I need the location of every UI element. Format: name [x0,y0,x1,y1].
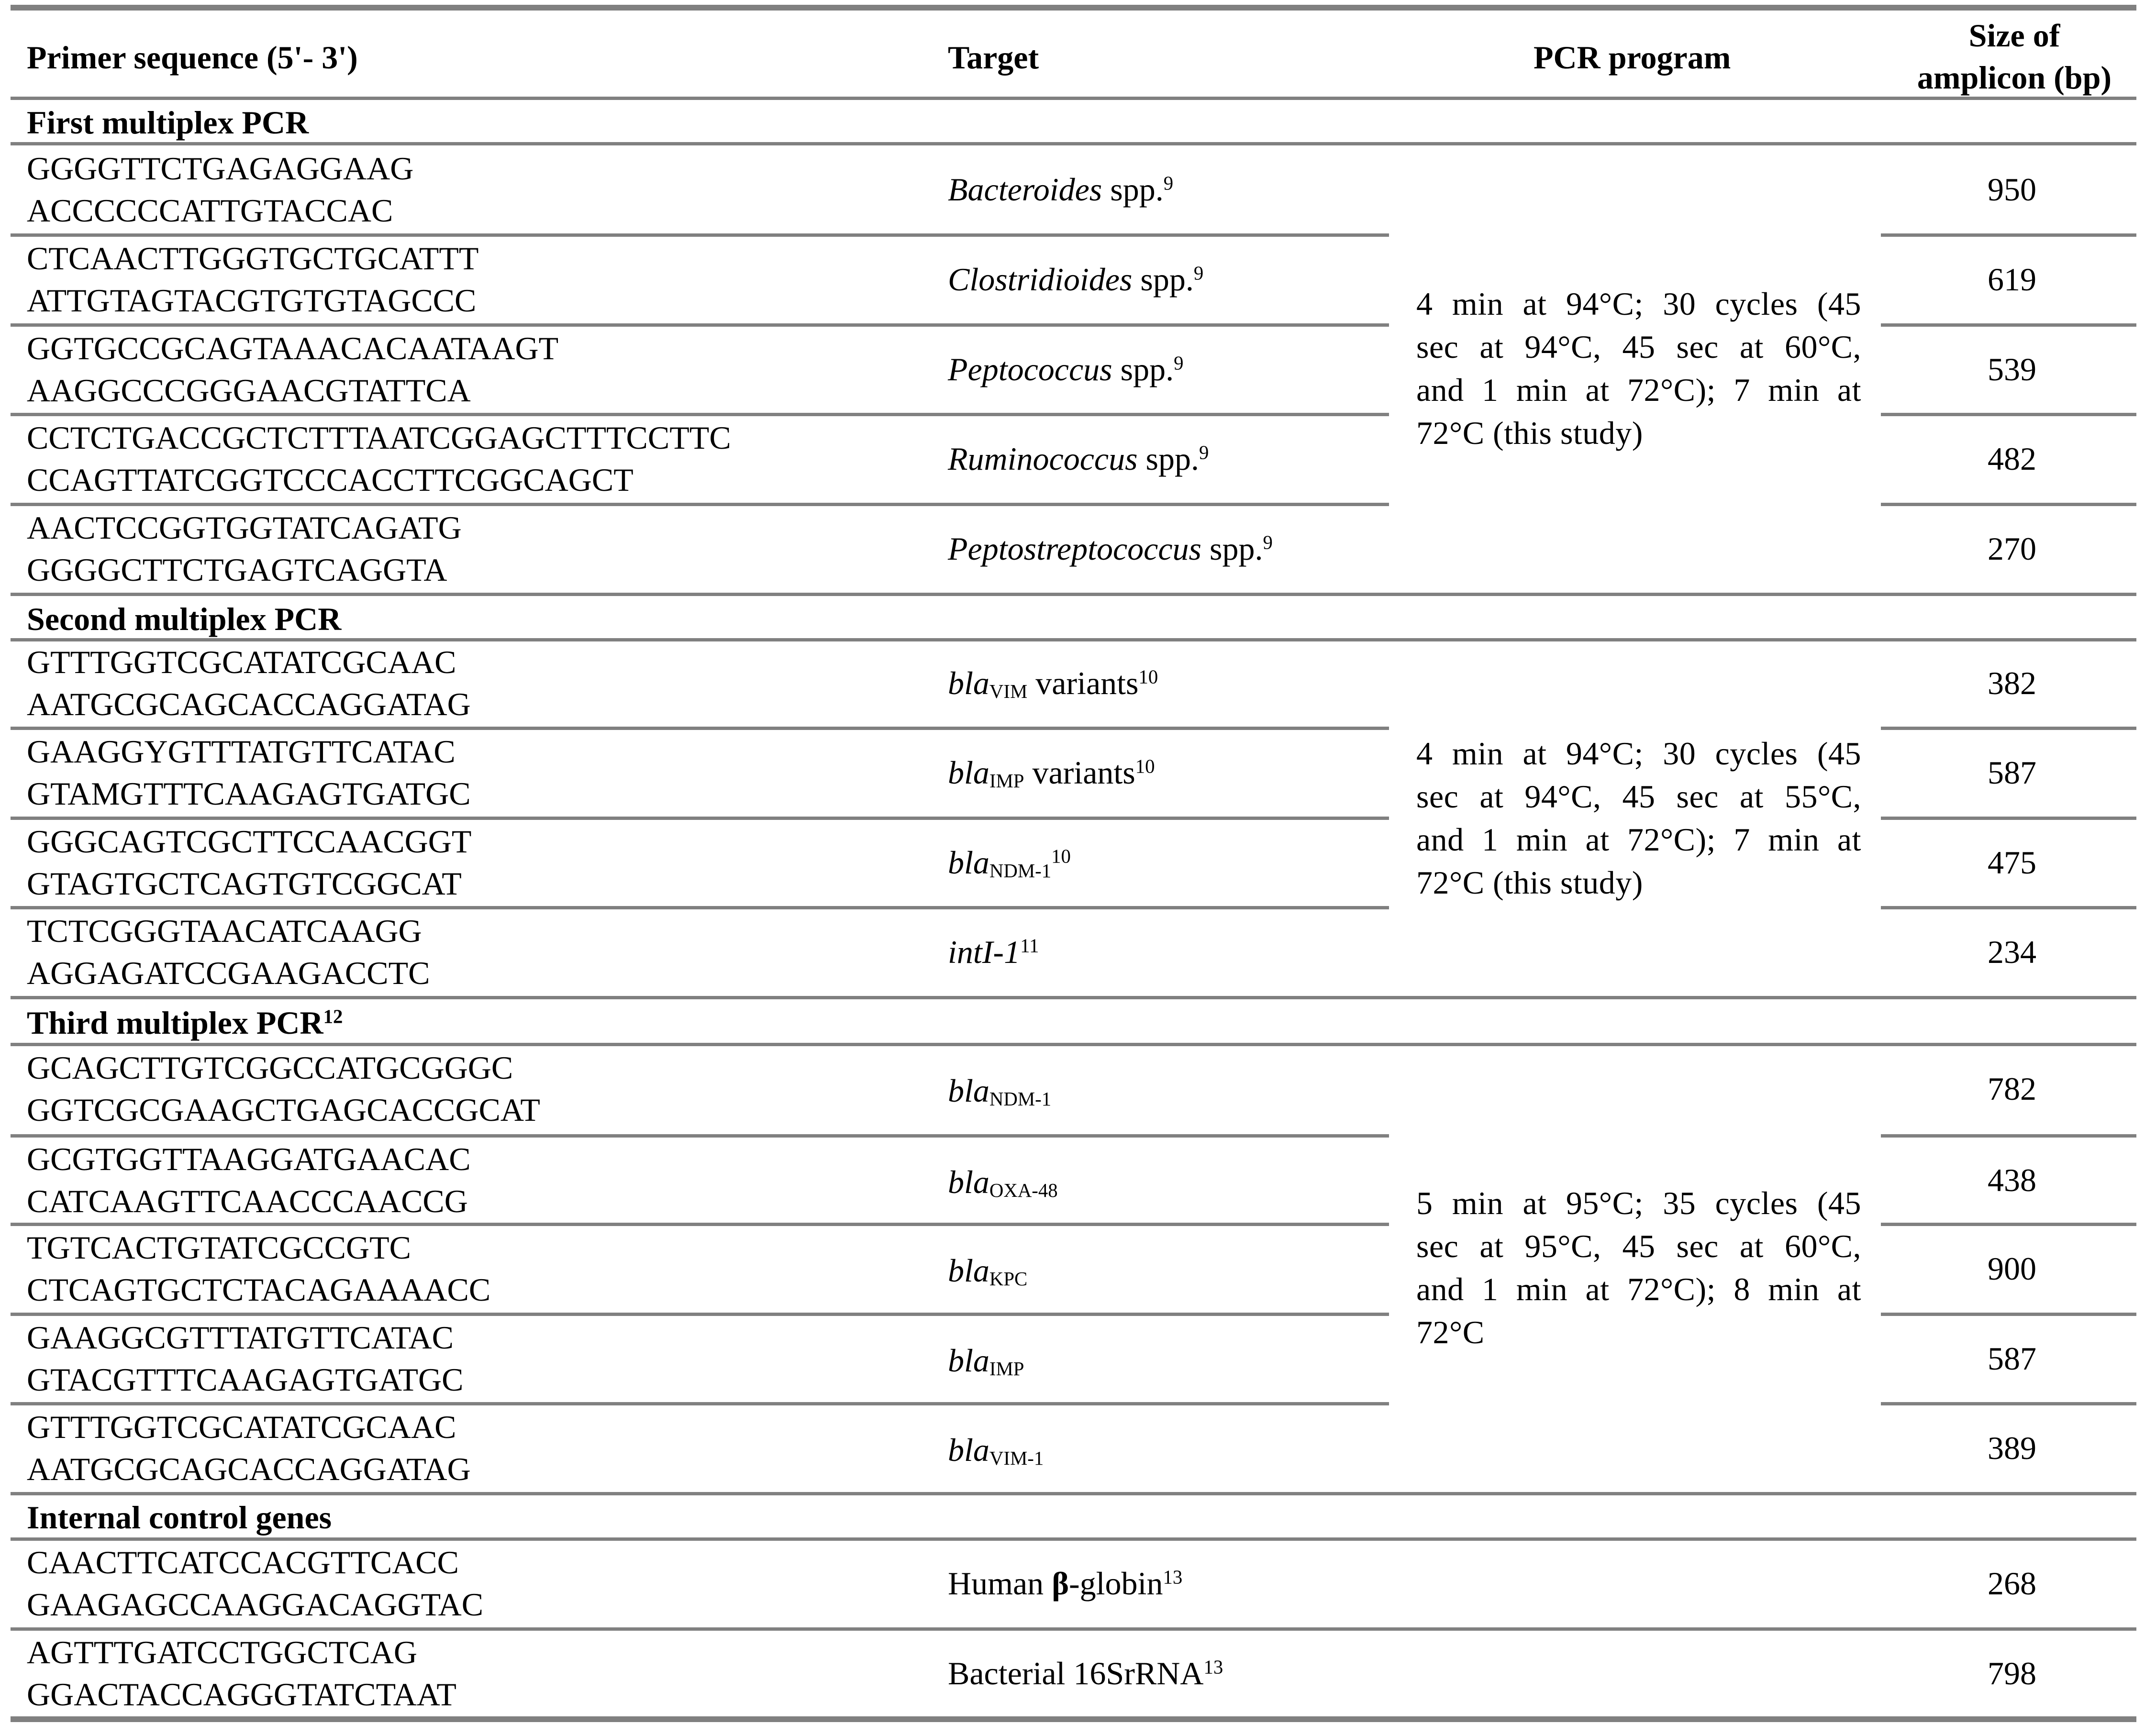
target-cell: Bacterial 16SrRNA$^{13}$ [948,1655,1223,1691]
target-cell: Peptococcus spp.$^9$ [948,351,1184,387]
section-title-first-multiplex: First multiplex PCR [27,104,309,141]
amplicon-size: 587 [1988,754,2036,791]
target-cell: bla$_{KPC}$ [948,1252,1028,1290]
primer-reverse: GTAGTGCTCAGTGTCGGCAT [27,865,462,902]
amplicon-size: 539 [1988,351,2036,387]
primer-reverse: CTCAGTGCTCTACAGAAAACC [27,1271,491,1308]
target-cell: Bacteroides spp.$^9$ [948,171,1174,208]
column-header-target: Target [948,39,1039,76]
primer-reverse: AATGCGCAGCACCAGGATAG [27,1451,471,1487]
primer-forward: CTCAACTTGGGTGCTGCATTT [27,240,479,276]
primer-reverse: AATGCGCAGCACCAGGATAG [27,686,471,722]
primer-forward: GCGTGGTTAAGGATGAACAC [27,1141,471,1177]
section-rule [11,1492,2136,1495]
primer-forward: GGTGCCGCAGTAAACACAATAAGT [27,330,559,366]
pcr-program-line: 4 min at 94°C; 30 cycles (45 [1416,735,1861,772]
amplicon-size: 950 [1988,171,2036,208]
target-cell: intI-$1^{11}$ [948,934,1039,970]
row-rule [1881,503,2136,506]
amplicon-size: 900 [1988,1250,2036,1287]
pcr-program-line: 72°C (this study) [1416,864,1643,901]
amplicon-size: 482 [1988,441,2036,477]
amplicon-size: 619 [1988,261,2036,298]
row-rule [1881,1313,2136,1316]
amplicon-size: 234 [1988,934,2036,970]
row-rule [1881,1134,2136,1138]
primer-forward: GGGGTTCTGAGAGGAAG [27,150,414,187]
target-cell: bla$_{VIM}$ variants$^{10}$ [948,665,1158,703]
primer-forward: GAAGGYGTTTATGTTCATAC [27,733,456,770]
table-bottom-rule [11,1716,2136,1722]
row-rule [1881,1223,2136,1226]
target-cell: bla$_{VIM-1}$ [948,1432,1044,1470]
primer-reverse: GTACGTTTCAAGAGTGATGC [27,1361,464,1398]
section-rule [11,142,2136,145]
primer-reverse: GTAMGTTTCAAGAGTGATGC [27,775,471,812]
table-top-rule [11,5,2136,11]
amplicon-size: 475 [1988,844,2036,881]
section-title-third-multiplex: Third multiplex PCR$^{12}$ [27,1005,343,1041]
primer-forward: GTTTGGTCGCATATCGCAAC [27,644,456,680]
primer-reverse: ACCCCCCATTGTACCAC [27,192,393,229]
row-rule [1881,727,2136,730]
target-cell: Clostridioides spp.$^9$ [948,261,1204,298]
target-cell: Human β-globin$^{13}$ [948,1565,1183,1602]
amplicon-size: 798 [1988,1655,2036,1691]
amplicon-size: 382 [1988,665,2036,701]
row-rule [1881,817,2136,820]
pcr-program-line: sec at 94°C, 45 sec at 55°C, [1416,778,1861,815]
row-rule [11,1402,1389,1405]
pcr-program-line: and 1 min at 72°C); 7 min at [1416,372,1861,408]
pcr-program-line: and 1 min at 72°C); 7 min at [1416,821,1861,858]
target-cell: Peptostreptococcus spp.$^9$ [948,530,1273,567]
row-rule [1881,413,2136,416]
row-rule [11,1627,2136,1631]
row-rule [11,1223,1389,1226]
target-cell: bla$_{IMP}$ [948,1342,1024,1380]
column-header-size-line2: amplicon (bp) [1917,59,2112,96]
target-cell: bla$_{OXA-48}$ [948,1164,1058,1202]
amplicon-size: 782 [1988,1071,2036,1107]
primer-forward: GGGCAGTCGCTTCCAACGGT [27,823,472,860]
pcr-program-cell [1416,732,1861,904]
primer-forward: TGTCACTGTATCGCCGTC [27,1229,411,1266]
pcr-program-cell [1416,282,1861,454]
row-rule [11,323,1389,327]
row-rule [1881,323,2136,327]
target-cell: bla$_{NDM-1}^{10}$ [948,844,1071,882]
column-header-pcr-program: PCR program [1534,39,1731,76]
row-rule [11,233,1389,237]
target-cell: bla$_{IMP}$ variants$^{10}$ [948,754,1155,792]
target-cell: bla$_{NDM-1}$ [948,1072,1052,1110]
column-header-primer: Primer sequence (5'- 3') [27,39,358,76]
amplicon-size: 270 [1988,530,2036,567]
column-header-size-line1: Size of [1968,17,2060,54]
amplicon-size: 438 [1988,1162,2036,1198]
pcr-program-line: 5 min at 95°C; 35 cycles (45 [1416,1185,1861,1221]
pcr-program-line: sec at 94°C, 45 sec at 60°C, [1416,329,1861,365]
row-rule [11,1134,1389,1138]
pcr-program-cell [1416,1182,1861,1354]
primer-forward: GTTTGGTCGCATATCGCAAC [27,1409,456,1445]
row-rule [1881,233,2136,237]
row-rule [11,817,1389,820]
row-rule [11,413,1389,416]
row-rule [11,727,1389,730]
section-title-second-multiplex: Second multiplex PCR [27,601,342,637]
amplicon-size: 389 [1988,1430,2036,1466]
primer-reverse: CCAGTTATCGGTCCCACCTTCGGCAGCT [27,462,633,498]
header-bottom-rule [11,97,2136,100]
row-rule [11,906,1389,909]
pcr-program-line: and 1 min at 72°C); 8 min at [1416,1271,1861,1307]
pcr-program-line: 72°C [1416,1314,1485,1350]
primer-forward: CCTCTGACCGCTCTTTAATCGGAGCTTTCCTTC [27,420,731,456]
primer-reverse: CATCAAGTTCAACCCAACCG [27,1183,468,1219]
section-rule [11,593,2136,596]
section-title-internal-control: Internal control genes [27,1499,332,1536]
primer-forward: CAACTTCATCCACGTTCACC [27,1544,459,1580]
primer-reverse: GGACTACCAGGGTATCTAAT [27,1676,456,1713]
primer-forward: GCAGCTTGTCGGCCATGCGGGC [27,1050,513,1086]
amplicon-size: 587 [1988,1340,2036,1377]
pcr-program-line: 72°C (this study) [1416,415,1643,451]
primer-reverse: AAGGCCCGGGAACGTATTCA [27,372,471,409]
primer-forward: AACTCCGGTGGTATCAGATG [27,509,462,546]
primer-forward: GAAGGCGTTTATGTTCATAC [27,1319,454,1356]
primer-reverse: GAAGAGCCAAGGACAGGTAC [27,1586,484,1623]
row-rule [1881,906,2136,909]
primer-reverse: ATTGTAGTACGTGTGTAGCCC [27,282,477,319]
target-cell: Ruminococcus spp.$^9$ [948,441,1209,477]
pcr-program-line: 4 min at 94°C; 30 cycles (45 [1416,286,1861,322]
primer-reverse: GGGGCTTCTGAGTCAGGTA [27,552,447,588]
section-rule [11,996,2136,999]
primer-reverse: GGTCGCGAAGCTGAGCACCGCAT [27,1092,540,1128]
row-rule [1881,1402,2136,1405]
pcr-program-line: sec at 95°C, 45 sec at 60°C, [1416,1228,1861,1264]
row-rule [11,1313,1389,1316]
primer-forward: AGTTTGATCCTGGCTCAG [27,1634,417,1670]
row-rule [11,503,1389,506]
amplicon-size: 268 [1988,1565,2036,1602]
primer-forward: TCTCGGGTAACATCAAGG [27,913,422,949]
primer-reverse: AGGAGATCCGAAGACCTC [27,955,430,991]
